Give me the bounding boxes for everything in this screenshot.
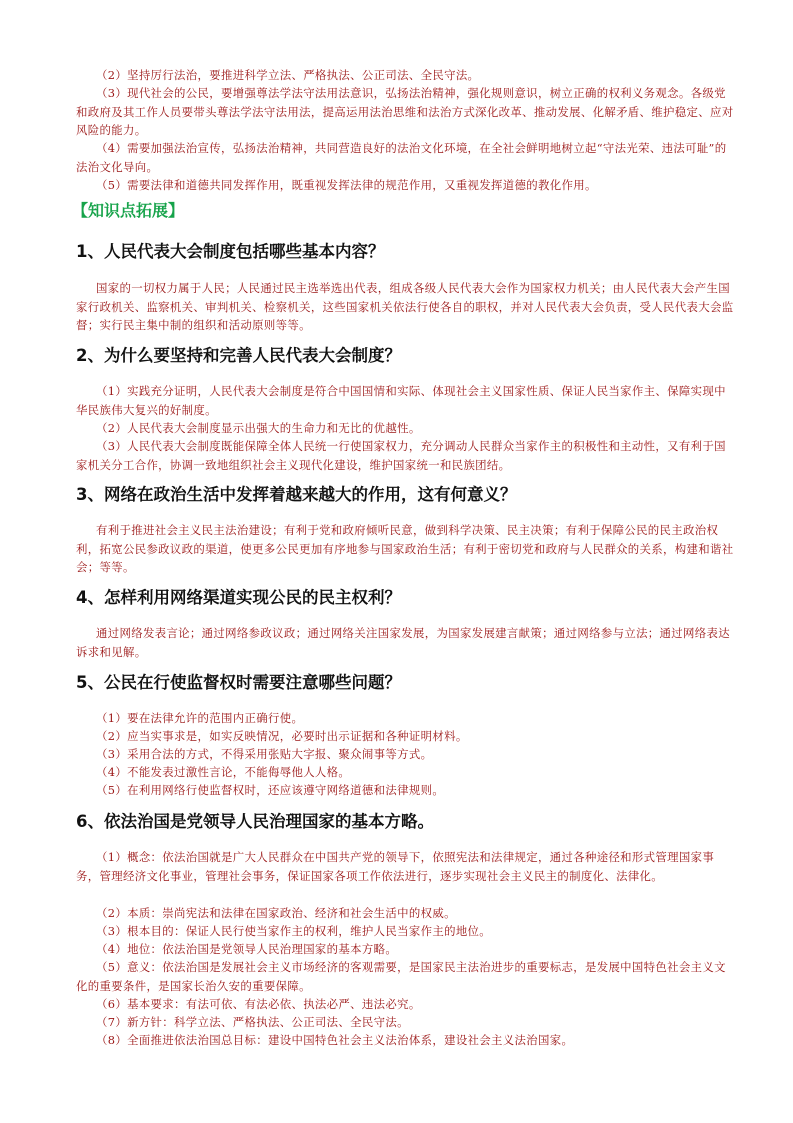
intro-point-4: （4）需要加强法治宣传，弘扬法治精神，共同营造良好的法治文化环境，在全社会鲜明地树立起“守法光荣、违法可耻”的法治文化导向。 bbox=[76, 141, 727, 174]
question-3-title: 3、网络在政治生活中发挥着越来越大的作用，这有何意义？ bbox=[76, 485, 517, 504]
question-4-title: 4、怎样利用网络渠道实现公民的民主权利？ bbox=[76, 588, 401, 607]
question-6-point-7: （7）新方针：科学立法、严格执法、公正司法、全民守法。 bbox=[96, 1015, 409, 1029]
question-3-answer: 有利于推进社会主义民主法治建设；有利于党和政府倾听民意，做到科学决策、民主决策；有利于保障公民的民主政治权利，拓宽公民参政议政的渠道，使更多公民更加有序地参与国家政治生活；有利于密切党和政府与人民群众的关系，构建和谐社会；等等。 bbox=[76, 523, 734, 574]
question-5-point-5: （5）在利用网络行使监督权时，还应该遵守网络道德和法律规则。 bbox=[96, 783, 445, 797]
question-6-point-3: （3）根本目的：保证人民行使当家作主的权利，维护人民当家作主的地位。 bbox=[96, 924, 492, 938]
question-5-point-1: （1）要在法律允许的范围内正确行使。 bbox=[96, 711, 304, 725]
question-2-title: 2、为什么要坚持和完善人民代表大会制度？ bbox=[76, 346, 401, 365]
question-1-title: 1、人民代表大会制度包括哪些基本内容？ bbox=[76, 242, 385, 261]
question-4-answer: 通过网络发表言论；通过网络参政议政；通过网络关注国家发展，为国家发展建言献策；通过网络参与立法；通过网络表达诉求和见解。 bbox=[76, 626, 730, 659]
question-2-point-2: （2）人民代表大会制度显示出强大的生命力和无比的优越性。 bbox=[96, 421, 421, 435]
question-6-point-5: （5）意义：依法治国是发展社会主义市场经济的客观需要，是国家民主法治进步的重要标志，是发展中国特色社会主义文化的重要条件，是国家长治久安的重要保障。 bbox=[76, 960, 726, 993]
knowledge-extension-label: 【知识点拓展】 bbox=[72, 201, 185, 220]
question-6-point-8: （8）全面推进依法治国总目标：建设中国特色社会主义法治体系，建设社会主义法治国家。 bbox=[96, 1033, 574, 1047]
question-5-title: 5、公民在行使监督权时需要注意哪些问题？ bbox=[76, 673, 401, 692]
question-5-point-3: （3）采用合法的方式，不得采用张贴大字报、聚众闹事等方式。 bbox=[96, 747, 433, 761]
question-6-point-1: （1）概念：依法治国就是广大人民群众在中国共产党的领导下，依照宪法和法律规定，通过各种途径和形式管理国家事务，管理经济文化事业，管理社会事务，保证国家各项工作依法进行，逐步实现社会主义民主的制度化、法律化。 bbox=[76, 850, 715, 883]
question-5-point-2: （2）应当实事求是，如实反映情况，必要时出示证据和各种证明材料。 bbox=[96, 729, 468, 743]
question-6-point-6: （6）基本要求：有法可依、有法必依、执法必严、违法必究。 bbox=[96, 997, 421, 1011]
question-1-answer: 国家的一切权力属于人民；人民通过民主选举选出代表，组成各级人民代表大会作为国家权力机关；由人民代表大会产生国家行政机关、监察机关、审判机关、检察机关，这些国家机关依法行使各自的职权，并对人民代表大会负责，受人民代表大会监督；实行民主集中制的组织和活动原则等等。 bbox=[76, 281, 734, 332]
question-6-title: 6、依法治国是党领导人民治理国家的基本方略。 bbox=[76, 812, 434, 831]
question-6-point-4: （4）地位：依法治国是党领导人民治理国家的基本方略。 bbox=[96, 942, 398, 956]
question-6-point-2: （2）本质：崇尚宪法和法律在国家政治、经济和社会生活中的权威。 bbox=[96, 906, 456, 920]
question-2-point-1: （1）实践充分证明，人民代表大会制度是符合中国国情和实际、体现社会主义国家性质、保证人民当家作主、保障实现中华民族伟大复兴的好制度。 bbox=[76, 384, 726, 417]
intro-point-2: （2）坚持厉行法治，要推进科学立法、严格执法、公正司法、全民守法。 bbox=[96, 68, 480, 82]
question-5-point-4: （4）不能发表过激性言论，不能侮辱他人人格。 bbox=[96, 765, 351, 779]
intro-point-5: （5）需要法律和道德共同发挥作用，既重视发挥法律的规范作用，又重视发挥道德的教化作用。 bbox=[96, 178, 597, 192]
intro-point-3: （3）现代社会的公民，要增强尊法学法守法用法意识，弘扬法治精神，强化规则意识，树立正确的权利义务观念。各级党和政府及其工作人员要带头尊法学法守法用法，提高运用法治思维和法治方式深化改革、推动发展、化解矛盾、维护稳定、应对风险的能力。 bbox=[76, 86, 734, 137]
question-2-point-3: （3）人民代表大会制度既能保障全体人民统一行使国家权力，充分调动人民群众当家作主的积极性和主动性，又有利于国家机关分工合作，协调一致地组织社会主义现代化建设，维护国家统一和民族团结。 bbox=[76, 439, 726, 472]
